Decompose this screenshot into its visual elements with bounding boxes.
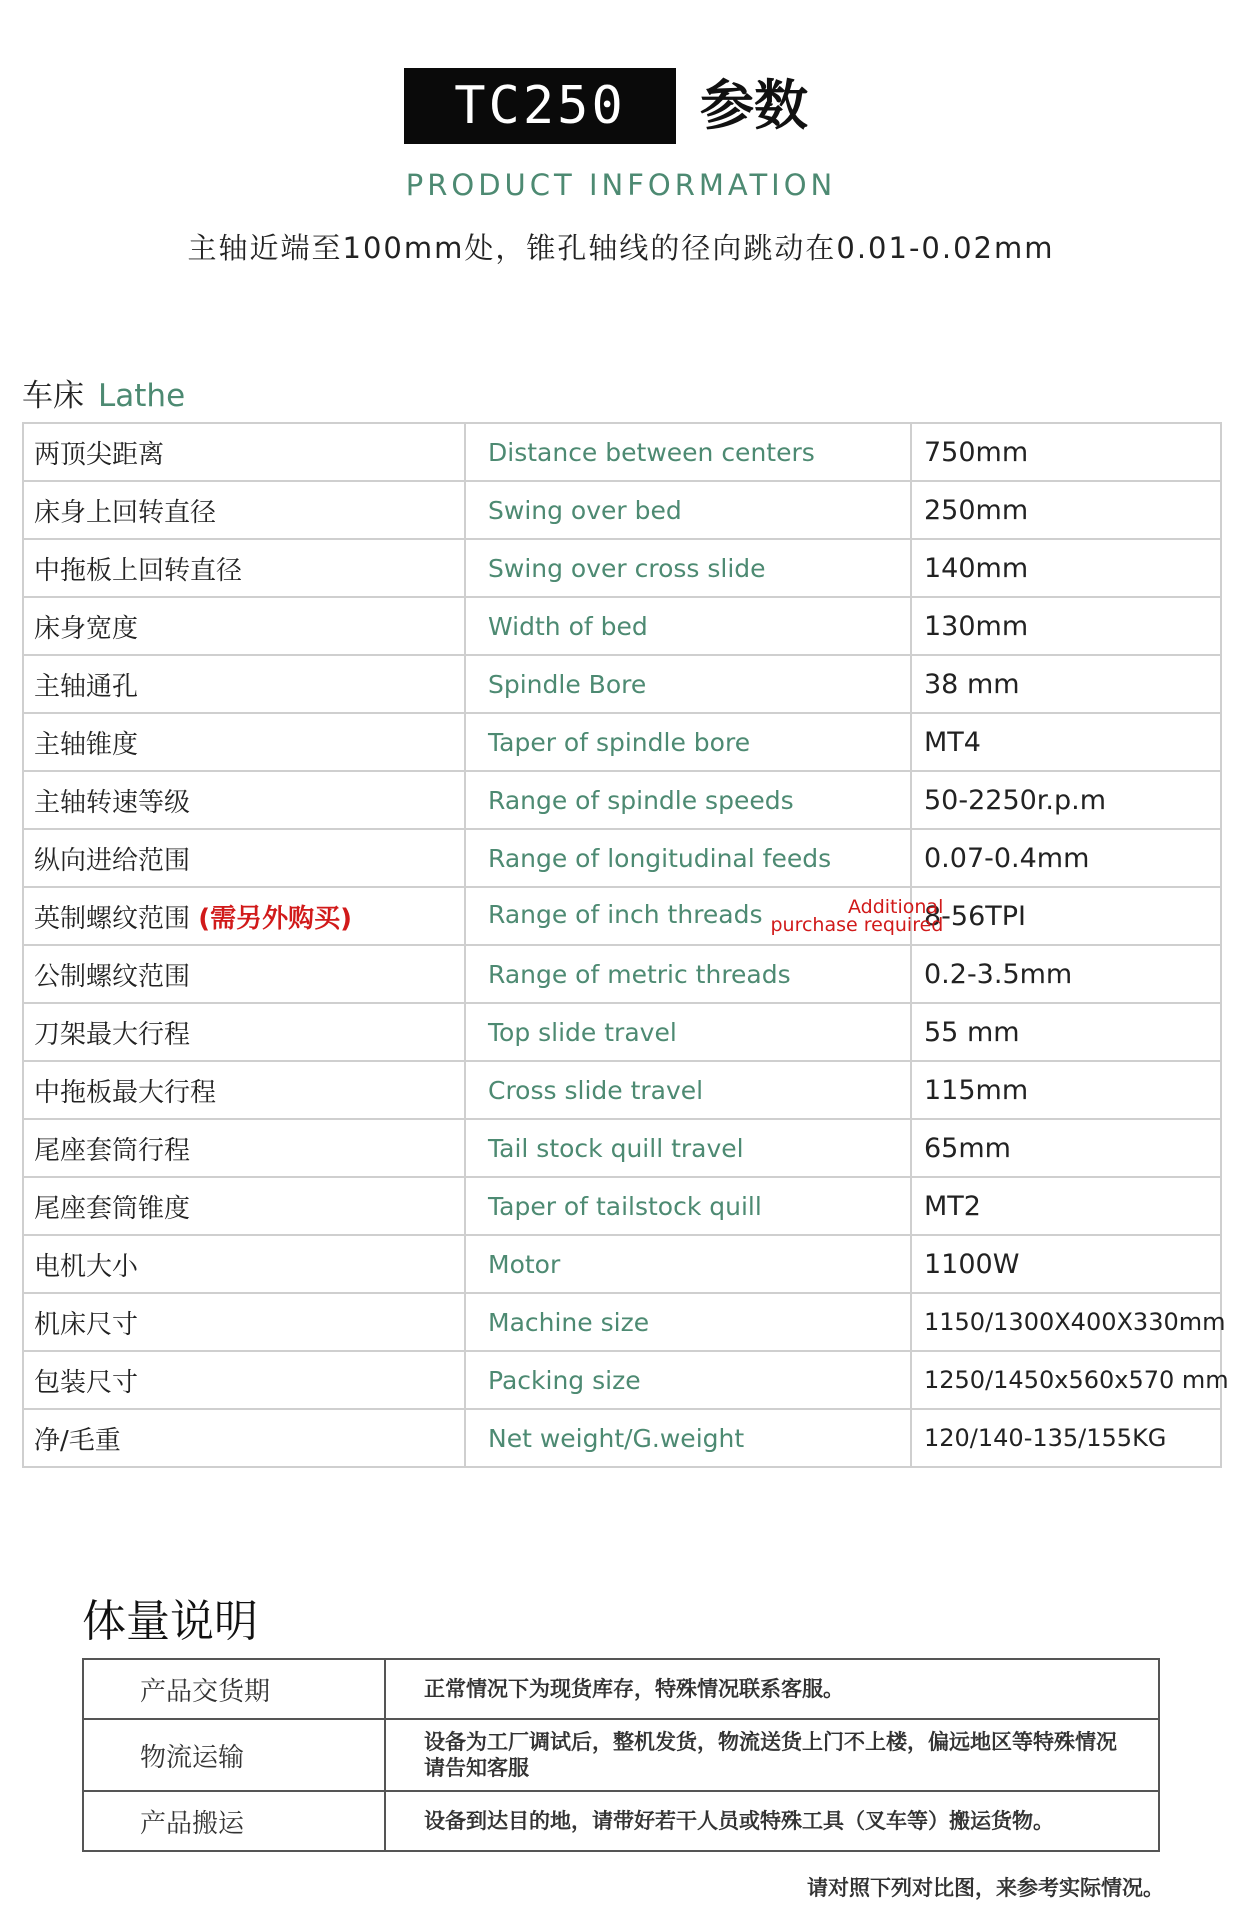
footer-note: 请对照下列对比图，来参考实际情况。: [807, 1876, 1164, 1900]
spec-label-en-text: Taper of tailstock quill: [488, 1191, 762, 1221]
volume-info-table: [82, 1658, 1160, 1852]
spec-value: 130mm: [911, 597, 1221, 655]
spec-label-en-text: Swing over cross slide: [488, 553, 766, 583]
spec-purchase-note-cn: (需另外购买): [198, 903, 353, 934]
spec-value: 55 mm: [911, 1003, 1221, 1061]
spec-value: 250mm: [911, 481, 1221, 539]
spec-label-en-text: Cross slide travel: [488, 1075, 704, 1105]
spec-value: 1100W: [911, 1235, 1221, 1293]
spec-value: 750mm: [911, 423, 1221, 481]
spec-value: 115mm: [911, 1061, 1221, 1119]
spec-label-en: [465, 1235, 911, 1293]
spec-label-en-text: Distance between centers: [488, 437, 815, 467]
model-name: TC250: [454, 76, 626, 136]
spec-row: [23, 1293, 1221, 1351]
spec-label-en-text: Range of inch threads: [488, 900, 763, 929]
spec-label-cn: [23, 655, 465, 713]
spec-label-en: [465, 829, 911, 887]
info-row: [83, 1659, 1159, 1719]
spec-value: 140mm: [911, 539, 1221, 597]
info-value: 设备为工厂调试后，整机发货，物流送货上门不上楼，偏远地区等特殊情况请告知客服: [385, 1719, 1159, 1791]
spec-label-cn: [23, 713, 465, 771]
spec-row: [23, 1351, 1221, 1409]
spec-label-en-text: Machine size: [488, 1307, 650, 1337]
spec-label-cn: [23, 423, 465, 481]
spec-label-en: [465, 655, 911, 713]
spec-label-cn-text: 尾座套筒锥度: [34, 1193, 191, 1224]
spec-label-cn: [23, 945, 465, 1003]
spec-label-en: [465, 1119, 911, 1177]
spec-label-cn: [23, 1235, 465, 1293]
lathe-section-title: [22, 370, 185, 415]
spec-value: 1250/1450x560x570 mm: [911, 1351, 1221, 1409]
lathe-spec-table: [22, 422, 1229, 1468]
spec-label-cn-text: 包装尺寸: [34, 1367, 139, 1398]
spec-label-cn-text: 床身宽度: [34, 613, 139, 644]
spec-label-en: [465, 539, 911, 597]
info-key: 产品搬运: [83, 1791, 385, 1851]
spec-label-cn: [23, 887, 465, 945]
spec-label-en: [465, 1351, 911, 1409]
spec-label-en: [465, 945, 911, 1003]
spec-label-en: [465, 887, 944, 945]
volume-section-title: 体量说明: [82, 1596, 258, 1647]
spec-label-cn-text: 净/毛重: [34, 1425, 121, 1456]
spec-row: [23, 655, 1221, 713]
info-row: [83, 1719, 1159, 1791]
spec-label-cn: [23, 597, 465, 655]
spec-row: [23, 1003, 1221, 1061]
spec-row: [23, 597, 1221, 655]
note-line-2: purchase required: [770, 914, 944, 936]
spec-label-cn: [23, 829, 465, 887]
spec-purchase-note-en: [770, 898, 943, 934]
spec-label-en: [465, 1003, 911, 1061]
spec-label-en: [465, 1177, 911, 1235]
spec-row: [23, 1061, 1221, 1119]
spec-label-cn: [23, 1409, 465, 1467]
spec-value: 0.2-3.5mm: [911, 945, 1221, 1003]
spec-label-en-text: Motor: [488, 1249, 561, 1279]
spec-value: 65mm: [911, 1119, 1221, 1177]
spec-label-cn: [23, 771, 465, 829]
spec-label-cn-text: 公制螺纹范围: [34, 961, 191, 992]
spec-row: [23, 423, 1221, 481]
spec-label-cn-text: 中拖板上回转直径: [34, 555, 243, 586]
info-value: 正常情况下为现货库存，特殊情况联系客服。: [385, 1659, 1159, 1719]
lathe-title-cn: 车床: [22, 378, 84, 414]
model-title-box: [404, 68, 676, 144]
spec-label-cn: [23, 1177, 465, 1235]
spec-label-cn-text: 主轴转速等级: [34, 787, 191, 818]
spec-row: [23, 713, 1221, 771]
page-subtitle: PRODUCT INFORMATION: [405, 168, 837, 202]
runout-spec-line: 主轴近端至100mm处，锥孔轴线的径向跳动在0.01-0.02mm: [187, 231, 1055, 265]
spec-label-cn-text: 纵向进给范围: [34, 845, 191, 876]
spec-row: [23, 829, 1221, 887]
spec-label-en: [465, 1293, 911, 1351]
lathe-title-en: Lathe: [98, 378, 186, 414]
spec-label-cn-text: 刀架最大行程: [34, 1019, 191, 1050]
spec-label-cn-text: 英制螺纹范围: [34, 903, 191, 934]
spec-row: [23, 887, 1221, 945]
spec-row: [23, 1409, 1221, 1467]
spec-label-en: [465, 713, 911, 771]
spec-value: MT2: [911, 1177, 1221, 1235]
spec-label-cn-text: 中拖板最大行程: [34, 1077, 217, 1108]
spec-row: [23, 481, 1221, 539]
spec-label-en: [465, 1409, 911, 1467]
spec-value: MT4: [911, 713, 1221, 771]
spec-label-cn-text: 主轴锥度: [34, 729, 139, 760]
spec-label-en-text: Net weight/G.weight: [488, 1423, 745, 1453]
spec-label-en-text: Packing size: [488, 1365, 641, 1395]
spec-row: [23, 539, 1221, 597]
spec-value: 8-56TPI: [911, 887, 1221, 945]
spec-label-en-text: Top slide travel: [488, 1017, 677, 1047]
spec-label-en-text: Width of bed: [488, 611, 648, 641]
spec-row: [23, 1119, 1221, 1177]
spec-label-cn-text: 两顶尖距离: [34, 439, 165, 470]
spec-label-cn: [23, 539, 465, 597]
spec-value: 50-2250r.p.m: [911, 771, 1221, 829]
spec-label-en-text: Range of longitudinal feeds: [488, 843, 832, 873]
spec-label-en: [465, 771, 911, 829]
spec-label-en: [465, 481, 911, 539]
spec-label-en: [465, 597, 911, 655]
spec-value: 38 mm: [911, 655, 1221, 713]
spec-row: [23, 945, 1221, 1003]
spec-label-cn-text: 床身上回转直径: [34, 497, 217, 528]
spec-label-cn: [23, 1061, 465, 1119]
spec-label-cn: [23, 1293, 465, 1351]
spec-label-en: [465, 423, 911, 481]
page-title: 参数: [700, 74, 808, 137]
spec-label-cn: [23, 1351, 465, 1409]
spec-label-cn-text: 尾座套筒行程: [34, 1135, 191, 1166]
spec-label-cn-text: 机床尺寸: [34, 1309, 139, 1340]
spec-label-cn-text: 主轴通孔: [34, 671, 139, 702]
spec-label-en: [465, 1061, 911, 1119]
info-key: 物流运输: [83, 1719, 385, 1791]
spec-row: [23, 771, 1221, 829]
spec-label-en-text: Taper of spindle bore: [488, 727, 751, 757]
spec-label-cn: [23, 1003, 465, 1061]
info-key: 产品交货期: [83, 1659, 385, 1719]
note-line-1: Additional: [847, 896, 944, 918]
spec-label-cn: [23, 481, 465, 539]
spec-label-en-text: Tail stock quill travel: [488, 1133, 744, 1163]
spec-row: [23, 1177, 1221, 1235]
info-value: 设备到达目的地，请带好若干人员或特殊工具（叉车等）搬运货物。: [385, 1791, 1159, 1851]
spec-label-cn: [23, 1119, 465, 1177]
spec-label-en-text: Swing over bed: [488, 495, 682, 525]
spec-label-en-text: Spindle Bore: [488, 669, 647, 699]
spec-label-cn-text: 电机大小: [34, 1251, 139, 1282]
spec-row: [23, 1235, 1221, 1293]
spec-value: 120/140-135/155KG: [911, 1409, 1221, 1467]
spec-label-en-text: Range of spindle speeds: [488, 785, 794, 815]
spec-value: 0.07-0.4mm: [911, 829, 1221, 887]
info-row: [83, 1791, 1159, 1851]
spec-label-en-text: Range of metric threads: [488, 959, 791, 989]
spec-value: 1150/1300X400X330mm: [911, 1293, 1221, 1351]
